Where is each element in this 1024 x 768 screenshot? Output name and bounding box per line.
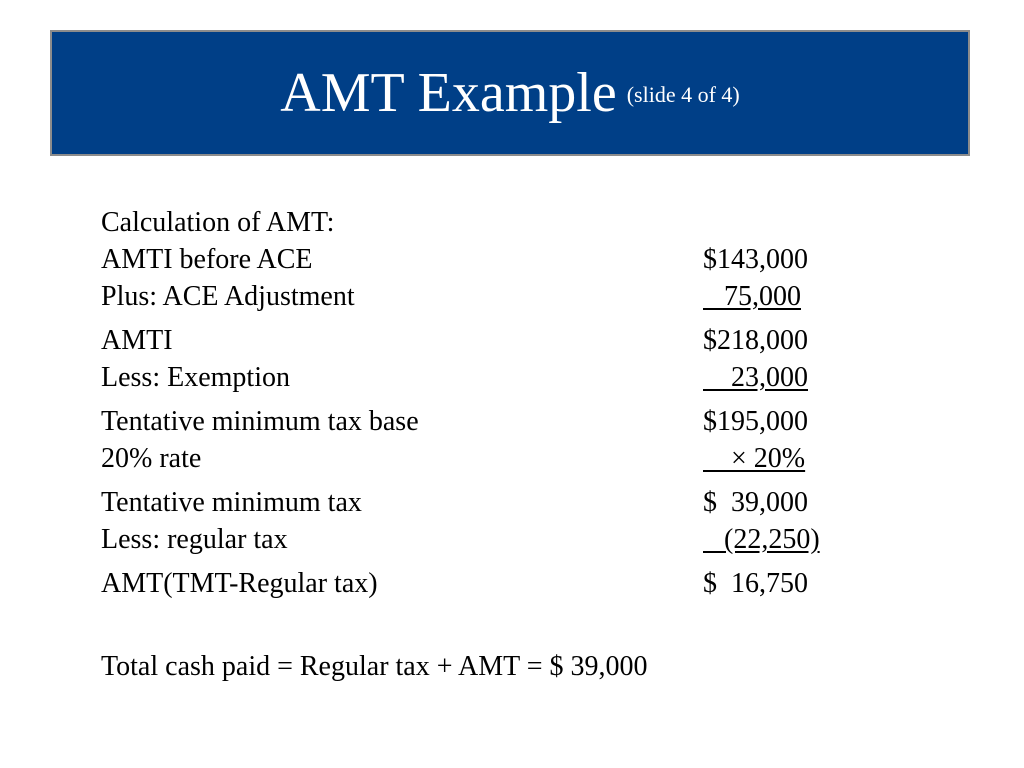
- row-regular-tax: [101, 521, 861, 558]
- row-label: 20% rate: [101, 443, 202, 474]
- row-amount: 23,000: [703, 362, 808, 393]
- row-amount: $ 39,000: [703, 487, 808, 518]
- row-label: AMTI: [101, 325, 173, 356]
- row-label: Less: Exemption: [101, 362, 290, 393]
- row-amount: $195,000: [703, 406, 808, 437]
- row-label: Plus: ACE Adjustment: [101, 281, 355, 312]
- title-bar: [50, 30, 970, 156]
- row-ace-adjustment: [101, 278, 861, 315]
- slide-subtitle: (slide 4 of 4): [626, 82, 740, 107]
- slide-title: AMT Example: [280, 62, 617, 124]
- row-label: Tentative minimum tax base: [101, 406, 419, 437]
- row-exemption: [101, 359, 861, 396]
- row-amount: 75,000: [703, 281, 801, 312]
- calculation-heading: Calculation of AMT:: [101, 207, 335, 238]
- row-label: AMTI before ACE: [101, 244, 313, 275]
- row-label: Tentative minimum tax: [101, 487, 362, 518]
- row-label: Less: regular tax: [101, 524, 288, 555]
- row-amount: $218,000: [703, 325, 808, 356]
- total-label: Total cash paid = Regular tax + AMT =: [101, 651, 550, 682]
- row-amount: × 20%: [703, 443, 806, 474]
- row-amount: (22,250): [703, 524, 820, 555]
- row-amt: [101, 565, 861, 602]
- row-amount: $143,000: [703, 244, 808, 275]
- total-amount: $ 39,000: [549, 651, 648, 682]
- total-cash-paid: [101, 648, 647, 685]
- row-rate: [101, 440, 861, 477]
- row-tentative-base: [101, 403, 861, 440]
- row-amti-before-ace: [101, 241, 861, 278]
- amt-calculation: [101, 204, 861, 602]
- row-amount: $ 16,750: [703, 568, 808, 599]
- row-amti: [101, 322, 861, 359]
- row-label: AMT(TMT-Regular tax): [101, 568, 378, 599]
- row-tentative-tax: [101, 484, 861, 521]
